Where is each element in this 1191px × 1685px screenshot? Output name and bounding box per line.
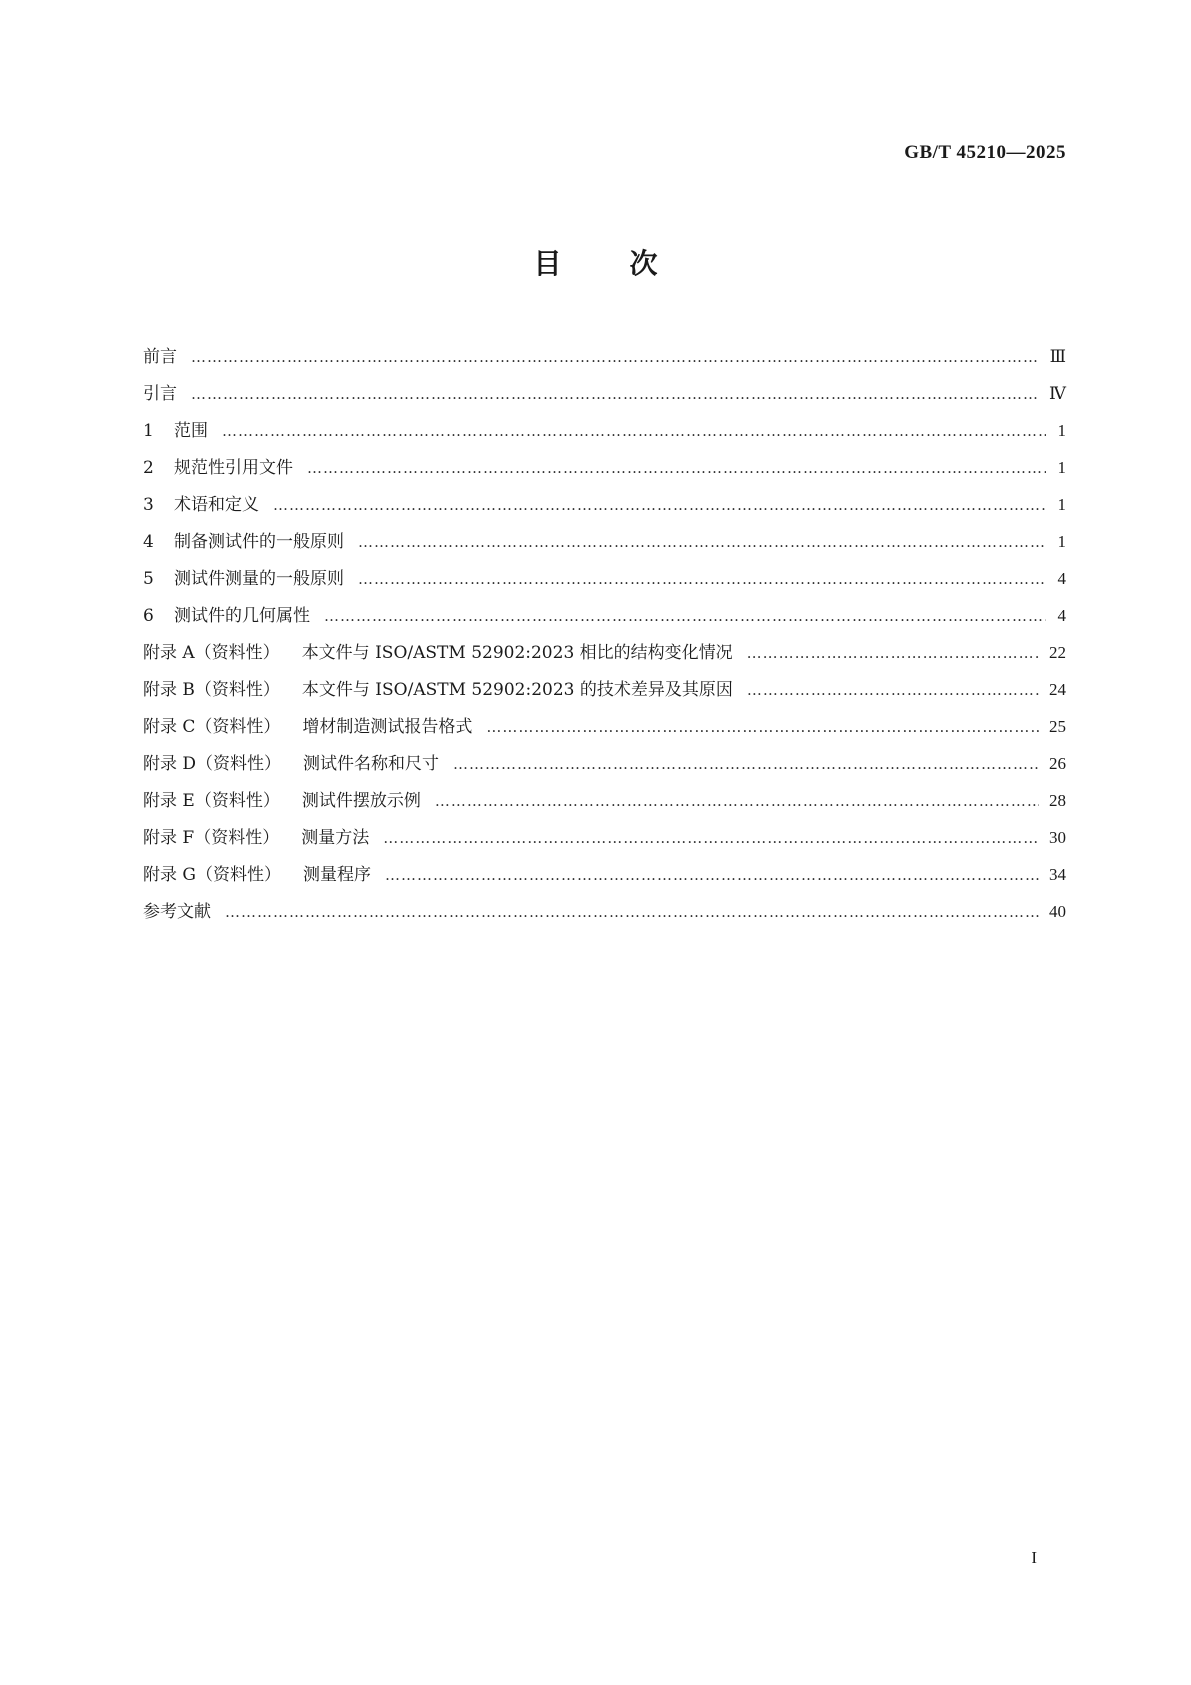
toc-entry-section-1[interactable] [143,412,1066,449]
toc-entry-page: 1 [1057,421,1066,440]
toc-entry-annex-prefix: 附录 F（资料性） [143,828,280,848]
toc-entry-label: 本文件与 ISO/ASTM 52902:2023 的技术差异及其原因 [301,680,733,700]
toc-entry-label: 参考文献 [143,902,211,922]
toc-leader-dots [747,672,1039,709]
toc-entry-number: 3 [143,495,154,515]
toc-entry-page: 30 [1049,828,1066,847]
toc-entry-bibliography[interactable] [143,893,1066,930]
toc-entry-page: 28 [1049,791,1066,810]
toc-entry-introduction[interactable] [143,375,1066,412]
toc-entry-label: 范围 [174,421,208,441]
toc-entry-label: 测试件摆放示例 [301,791,421,811]
toc-entry-label: 术语和定义 [174,495,259,515]
standard-number: GB/T 45210—2025 [904,142,1066,163]
toc-entry-page: 40 [1049,902,1066,921]
toc-entry-label: 制备测试件的一般原则 [174,532,344,552]
toc-entry-annex-prefix: 附录 B（资料性） [143,680,280,700]
toc-entry-page: 24 [1049,680,1066,699]
page-title: 目次 [533,247,726,280]
toc-entry-label: 前言 [143,347,177,367]
toc-entry-annex-b[interactable] [143,671,1066,708]
toc-entry-page: Ⅳ [1049,384,1066,403]
toc-entry-number: 4 [143,532,154,552]
toc-entry-label: 测试件测量的一般原则 [174,569,344,589]
toc-leader-dots [385,857,1039,894]
toc-entry-number: 2 [143,458,154,478]
toc-entry-number: 5 [143,569,154,589]
toc-entry-label: 测量方法 [301,828,370,848]
toc-leader-dots [273,487,1046,524]
toc-entry-page: 22 [1049,643,1066,662]
toc-entry-label: 规范性引用文件 [174,458,293,478]
toc-leader-dots [191,339,1040,376]
toc-entry-annex-f[interactable] [143,819,1066,856]
toc-leader-dots [358,561,1046,598]
toc-entry-annex-c[interactable] [143,708,1066,745]
toc-entry-page: 1 [1057,458,1066,477]
toc-entry-foreword[interactable] [143,338,1066,375]
toc-entry-label: 测试件的几何属性 [174,606,310,626]
toc-entry-label: 增材制造测试报告格式 [302,717,473,737]
toc-entry-label: 本文件与 ISO/ASTM 52902:2023 相比的结构变化情况 [301,643,733,663]
toc-entry-page: 1 [1057,495,1066,514]
toc-leader-dots [222,413,1046,450]
toc-entry-page: 34 [1049,865,1066,884]
toc-entry-annex-e[interactable] [143,782,1066,819]
toc-entry-annex-prefix: 附录 E（资料性） [143,791,280,811]
toc-entry-page: 4 [1057,606,1066,625]
toc-leader-dots [747,635,1039,672]
toc-entry-section-2[interactable] [143,449,1066,486]
toc-entry-section-4[interactable] [143,523,1066,560]
toc-entry-annex-prefix: 附录 D（资料性） [143,754,282,774]
toc-entry-annex-prefix: 附录 A（资料性） [143,643,280,663]
toc-leader-dots [358,524,1046,561]
toc-entry-section-5[interactable] [143,560,1066,597]
toc-leader-dots [383,820,1039,857]
toc-entry-page: 25 [1049,717,1066,736]
toc-entry-number: 6 [143,606,154,626]
toc-leader-dots [453,746,1039,783]
toc-entry-page: Ⅲ [1049,347,1066,366]
toc-entry-annex-d[interactable] [143,745,1066,782]
page-number: I [1031,1548,1037,1567]
toc-entry-annex-g[interactable] [143,856,1066,893]
toc-entry-page: 1 [1057,532,1066,551]
toc-entry-page: 4 [1057,569,1066,588]
toc-leader-dots [324,598,1046,635]
toc-entry-section-6[interactable] [143,597,1066,634]
toc-leader-dots [435,783,1039,820]
toc-entry-annex-prefix: 附录 G（资料性） [143,865,281,885]
toc-entry-annex-prefix: 附录 C（资料性） [143,717,281,737]
toc-entry-page: 26 [1049,754,1066,773]
toc-entry-number: 1 [143,421,154,441]
toc-entry-section-3[interactable] [143,486,1066,523]
toc-entry-label: 测试件名称和尺寸 [303,754,440,774]
toc-leader-dots [486,709,1039,746]
toc-entry-annex-a[interactable] [143,634,1066,671]
toc-leader-dots [307,450,1046,487]
toc-entry-label: 引言 [143,384,177,404]
toc-leader-dots [191,376,1039,413]
table-of-contents [143,338,1066,930]
toc-leader-dots [225,894,1039,931]
toc-entry-label: 测量程序 [302,865,371,885]
